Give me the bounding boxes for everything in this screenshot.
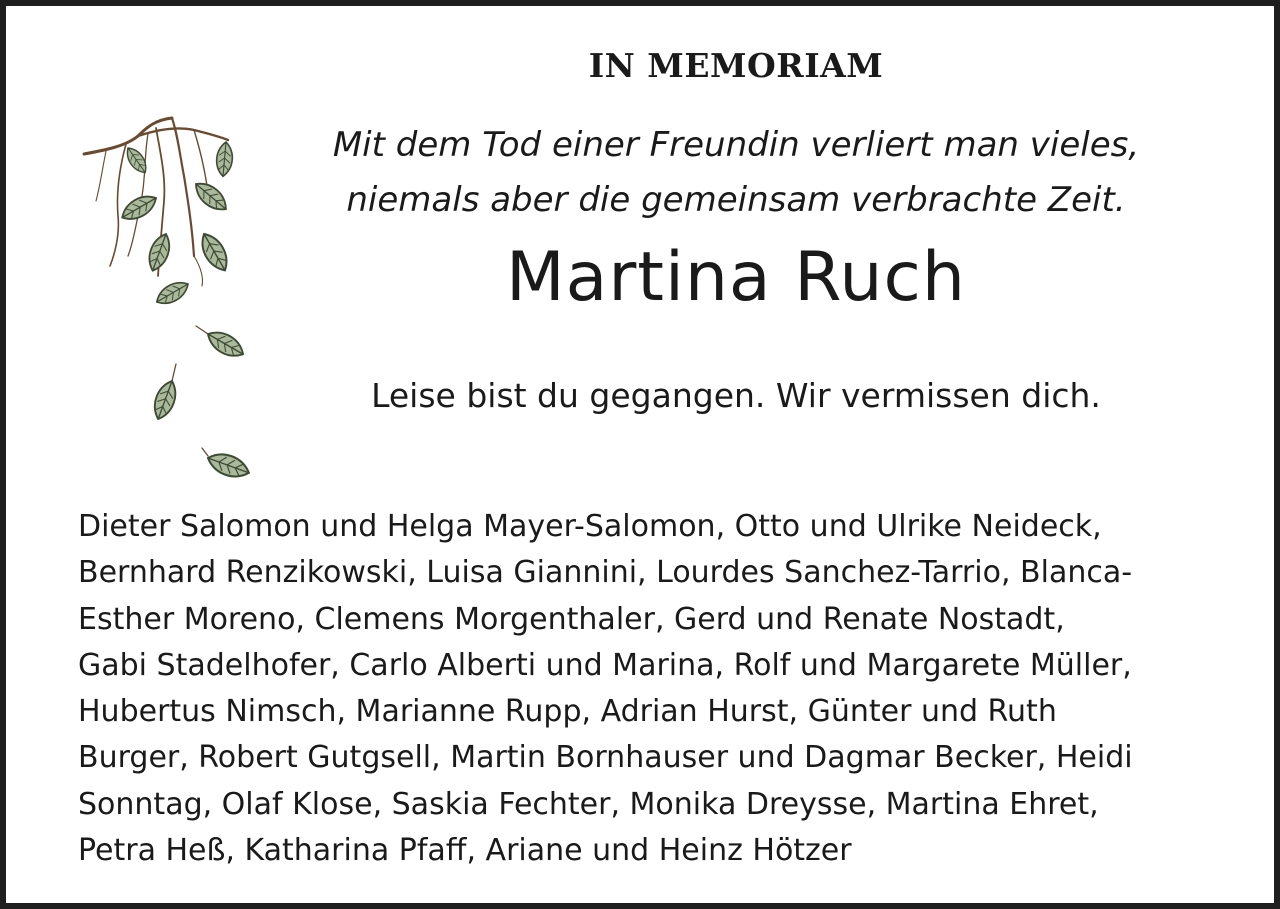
quote-line: Mit dem Tod einer Freundin verliert man vieles, xyxy=(332,125,1140,165)
memorial-quote xyxy=(306,118,1166,228)
mourners-line: Petra Heß, Katharina Pfaff, Ariane und Heinz Hötzer xyxy=(78,833,852,869)
mourners-line: Hubertus Nimsch, Marianne Rupp, Adrian Hurst, Günter und Ruth xyxy=(78,694,1057,730)
quote-line: niemals aber die gemeinsam verbrachte Zeit. xyxy=(346,180,1126,220)
mourners-line: Sonntag, Olaf Klose, Saskia Fechter, Monika Dreysse, Martina Ehret, xyxy=(78,786,1099,822)
mourners-line: Dieter Salomon und Helga Mayer-Salomon, Otto und Ulrike Neideck, xyxy=(78,509,1102,544)
mourners-line: Burger, Robert Gutgsell, Martin Bornhauser und Dagmar Becker, Heidi xyxy=(78,740,1133,776)
deceased-name: Martina Ruch xyxy=(505,238,966,317)
mourners-list xyxy=(78,504,1208,874)
page-title: IN MEMORIAM xyxy=(588,46,884,85)
mourners-line: Gabi Stadelhofer, Carlo Alberti und Marina, Rolf und Margarete Müller, xyxy=(78,647,1132,683)
mourners-line: Esther Moreno, Clemens Morgenthaler, Gerd und Renate Nostadt, xyxy=(78,601,1065,637)
branch-with-leaves-icon xyxy=(76,106,266,496)
mourners-line: Bernhard Renzikowski, Luisa Giannini, Lourdes Sanchez-Tarrio, Blanca- xyxy=(78,555,1133,591)
farewell-line: Leise bist du gegangen. Wir vermissen dich. xyxy=(371,376,1101,415)
